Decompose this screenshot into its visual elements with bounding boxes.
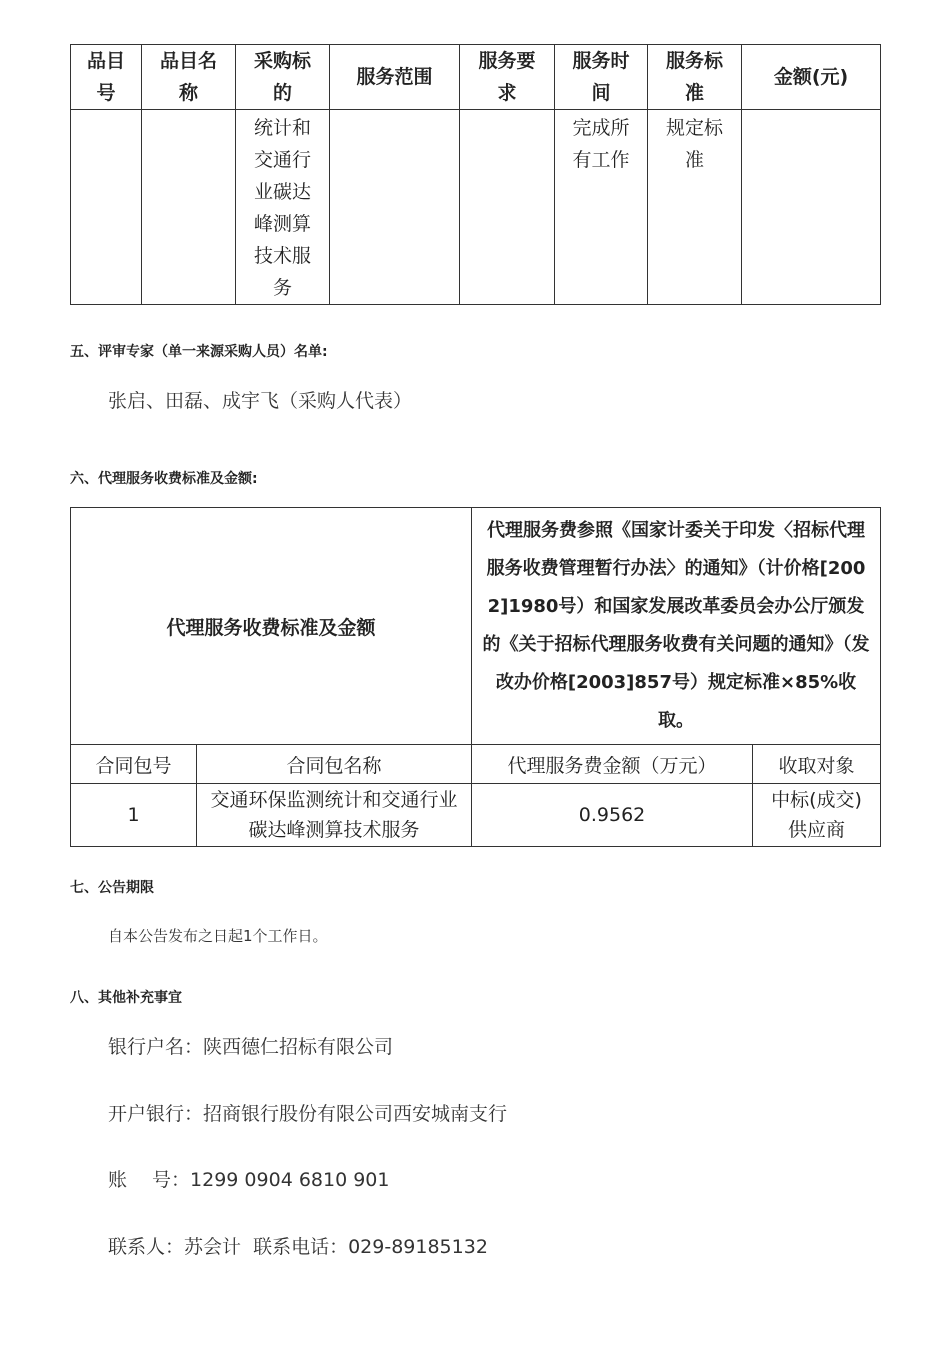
section-6-heading: 六、代理服务收费标准及金额: [70, 471, 258, 487]
table-row [71, 110, 881, 305]
section-7-heading: 七、公告期限 [70, 880, 154, 896]
cell-amount [742, 110, 881, 305]
bank-name: 开户银行：招商银行股份有限公司西安城南支行 [108, 1103, 508, 1125]
section-5-heading: 五、评审专家（单一来源采购人员）名单: [70, 344, 328, 360]
col-time: 服务时间 [555, 45, 648, 110]
cell-subject: 统计和交通行业碳达峰测算技术服务 [236, 110, 330, 305]
cell-requirement [460, 110, 555, 305]
cell-item-no [71, 110, 142, 305]
fee-standard-title: 代理服务收费标准及金额 [71, 508, 472, 745]
fee-standard-row [71, 508, 881, 745]
table-header-row [71, 45, 881, 110]
col-item-no: 品目号 [71, 45, 142, 110]
col-item-name: 品目名称 [142, 45, 236, 110]
agency-fee-table [70, 507, 881, 847]
section-5-content: 张启、田磊、成宇飞（采购人代表） [108, 390, 413, 412]
bank-account-name: 银行户名：陕西德仁招标有限公司 [108, 1036, 394, 1058]
col-scope: 服务范围 [330, 45, 460, 110]
cell-fee-amount: 0.9562 [472, 784, 753, 847]
fee-standard-note: 代理服务费参照《国家计委关于印发〈招标代理服务收费管理暂行办法〉的通知》（计价格[2002]1980号）和国家发展改革委员会办公厅颁发的《关于招标代理服务收费有关问题的通知》（发改办价格[2003]857号）规定标准×85%收取。 [472, 508, 881, 745]
col-fee-amount: 代理服务费金额（万元） [472, 745, 753, 784]
col-subject: 采购标的 [236, 45, 330, 110]
table-row [71, 784, 881, 847]
cell-standard: 规定标准 [648, 110, 742, 305]
cell-scope [330, 110, 460, 305]
procurement-items-table [70, 44, 881, 305]
cell-time: 完成所有工作 [555, 110, 648, 305]
table-header-row [71, 745, 881, 784]
contact-info: 联系人：苏会计 联系电话：029-89185132 [108, 1236, 488, 1258]
account-number: 账 号：1299 0904 6810 901 [108, 1169, 390, 1191]
col-standard: 服务标准 [648, 45, 742, 110]
col-amount: 金额(元) [742, 45, 881, 110]
cell-item-name [142, 110, 236, 305]
section-7-content: 自本公告发布之日起1个工作日。 [108, 927, 328, 945]
col-requirement: 服务要求 [460, 45, 555, 110]
cell-package-name: 交通环保监测统计和交通行业碳达峰测算技术服务 [197, 784, 472, 847]
cell-payer: 中标(成交)供应商 [753, 784, 881, 847]
col-payer: 收取对象 [753, 745, 881, 784]
section-8-heading: 八、其他补充事宜 [70, 990, 182, 1006]
col-package-name: 合同包名称 [197, 745, 472, 784]
cell-package-no: 1 [71, 784, 197, 847]
col-package-no: 合同包号 [71, 745, 197, 784]
